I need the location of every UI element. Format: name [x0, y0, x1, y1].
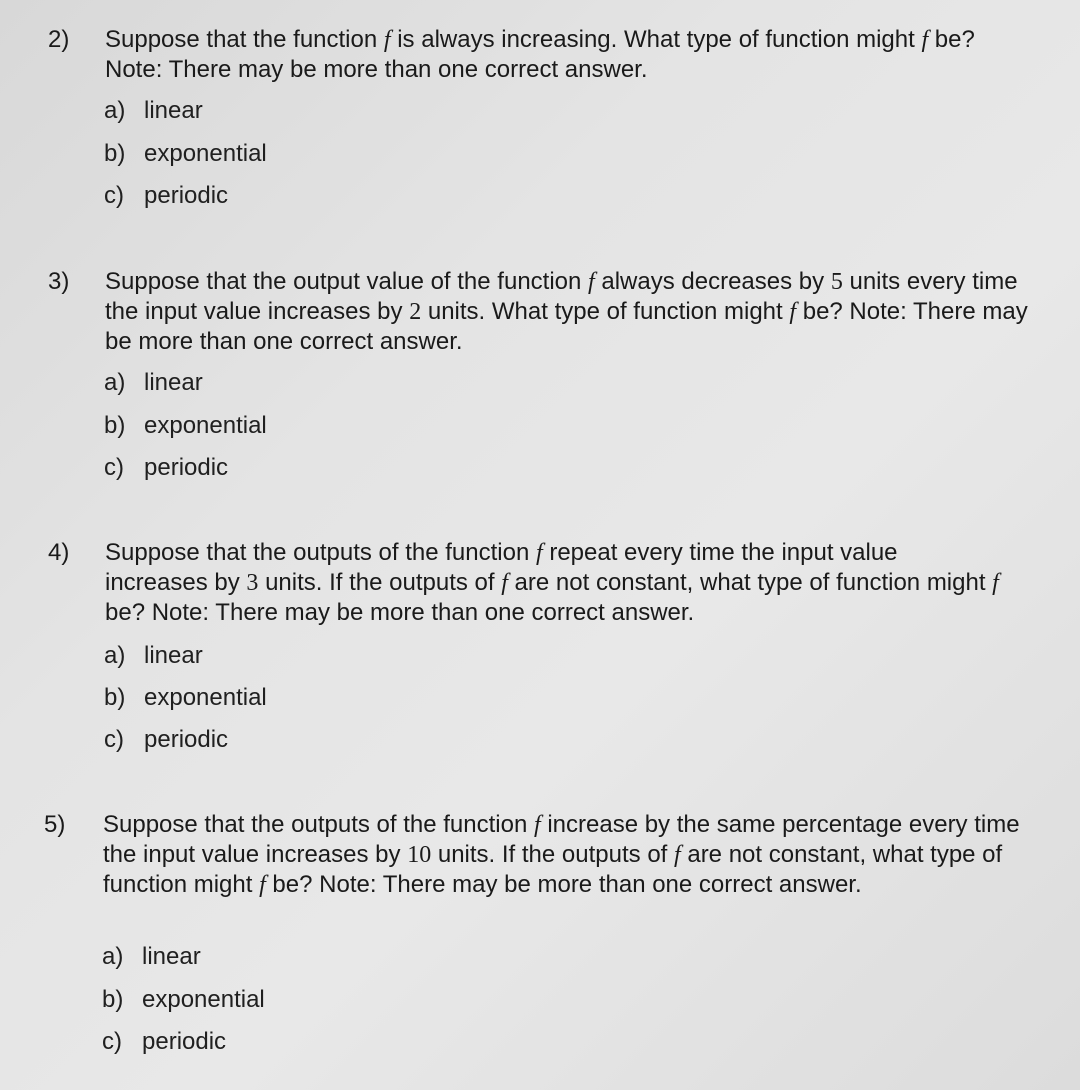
option-c: c) periodic	[102, 1028, 227, 1055]
option-c: c) periodic	[104, 726, 229, 753]
option-b: b) exponential	[104, 684, 267, 711]
question-text: Suppose that the outputs of the function f increase by the same percentage every time the input value increases by 10 units. If the outputs of f are not constant, what type of function might f be? Note: There may be more than one correct answer.	[103, 811, 1020, 898]
question-text: Suppose that the outputs of the function f repeat every time the input value increases by 3 units. If the outputs of f are not constant, what type of function might f be? Note: There may be more than one correct answer.	[105, 539, 999, 626]
question-text: Suppose that the function f is always increasing. What type of function might f be? Note: There may be more than one correct answer.	[105, 26, 975, 83]
option-a: a) linear	[102, 943, 201, 970]
option-b: b) exponential	[104, 412, 267, 439]
option-a: a) linear	[104, 642, 203, 669]
option-c: c) periodic	[104, 454, 229, 481]
option-a: a) linear	[104, 97, 203, 124]
question-number: 5)	[44, 811, 66, 838]
question-number: 2)	[48, 26, 70, 53]
question-number: 4)	[48, 539, 70, 566]
option-c: c) periodic	[104, 182, 229, 209]
question-number: 3)	[48, 268, 70, 295]
option-a: a) linear	[104, 369, 203, 396]
option-b: b) exponential	[104, 140, 267, 167]
question-text: Suppose that the output value of the function f always decreases by 5 units every time the input value increases by 2 units. What type of function might f be? Note: There may be more than one correct answer.	[105, 268, 1028, 355]
option-b: b) exponential	[102, 986, 265, 1013]
